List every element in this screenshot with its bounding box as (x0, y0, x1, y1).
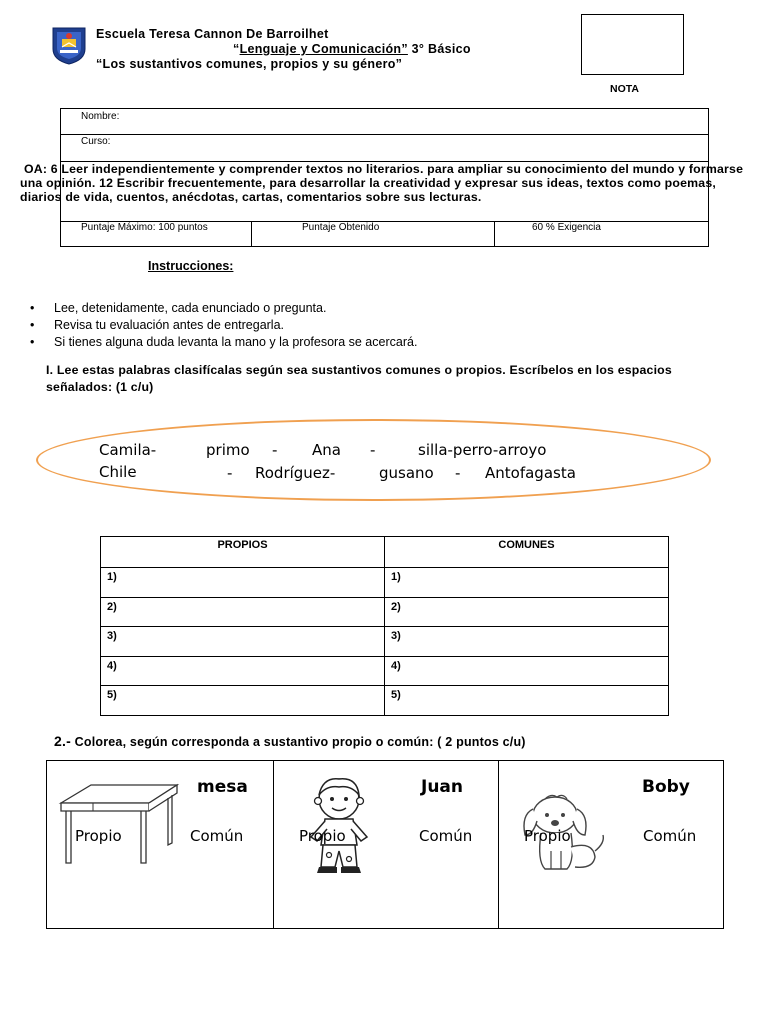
option-propio[interactable]: Propio (75, 827, 122, 845)
obtained-score-label: Puntaje Obtenido (302, 222, 380, 233)
score-row (61, 222, 708, 247)
subject-prefix: “ (233, 42, 240, 56)
course-row[interactable] (61, 135, 708, 162)
objective-code: OA: 6 (24, 162, 58, 176)
word-boby: Boby (642, 777, 690, 797)
option-comun[interactable]: Común (643, 827, 697, 845)
name-label: Nombre: (81, 111, 120, 122)
instruction-item: • Lee, detenidamente, cada enunciado o pregunta. (30, 300, 417, 317)
school-name: Escuela Teresa Cannon De Barroilhet (96, 27, 329, 41)
word-antofagasta: Antofagasta (485, 464, 576, 482)
question-2-number: 2.- (54, 733, 71, 749)
score-divider-1 (251, 222, 252, 247)
option-comun[interactable]: Común (190, 827, 244, 845)
coloring-boxes (46, 760, 724, 929)
name-row[interactable] (61, 109, 708, 135)
grade-box (581, 14, 684, 75)
subject-line (233, 42, 471, 56)
comunes-cell[interactable]: 2) (385, 597, 669, 627)
word-separator: - (227, 464, 233, 482)
instruction-item: • Revisa tu evaluación antes de entregarla. (30, 317, 417, 334)
box-divider-1 (273, 761, 274, 928)
word-separator: - (272, 441, 278, 459)
grade-label: NOTA (610, 83, 639, 95)
word-camila: Camila- (99, 441, 157, 459)
learning-objective (20, 162, 748, 204)
instruction-item: • Si tienes alguna duda levanta la mano y la profesora se acercará. (30, 334, 417, 351)
objective-text: Leer independientemente y comprender textos no literarios. para ampliar su conocimiento del mundo y formarse una opinión. 12 Escribir frecuentemente, para desarrollar la creatividad y expresar sus ideas, textos como poemas, diarios de vida, cuentos, anécdotas, cartas, comentarios sobre sus lecturas. (20, 162, 744, 204)
question-2-text: Colorea, según corresponda a sustantivo propio o común: ( 2 puntos c/u) (70, 735, 526, 749)
comunes-cell[interactable]: 5) (385, 686, 669, 716)
option-comun[interactable]: Común (419, 827, 473, 845)
comunes-cell[interactable]: 4) (385, 656, 669, 686)
word-silla-perro-arroyo: silla-perro-arroyo (418, 441, 547, 459)
question-1: I. Lee estas palabras clasifícalas según sea sustantivos comunes o propios. Escríbelos en los espacios señalados: (1 c/u) (46, 363, 672, 394)
course-label: Curso: (81, 136, 111, 147)
school-logo (50, 25, 88, 65)
classification-table (100, 536, 669, 716)
subject-grade: 3° Básico (407, 42, 471, 56)
propios-cell[interactable]: 4) (101, 656, 385, 686)
comunes-header: COMUNES (385, 537, 669, 568)
propios-cell[interactable]: 5) (101, 686, 385, 716)
instructions-list (30, 300, 417, 351)
word-gusano: gusano (379, 464, 434, 482)
instructions-title: Instrucciones: (148, 259, 234, 273)
unit-title: “Los sustantivos comunes, propios y su género” (96, 57, 403, 71)
word-separator: - (455, 464, 461, 482)
requirement-label: 60 % Exigencia (532, 222, 601, 233)
word-bank-oval (36, 419, 711, 501)
option-propio[interactable]: Propio (299, 827, 346, 845)
question-2 (54, 733, 526, 749)
word-ana: Ana (312, 441, 341, 459)
word-juan: Juan (421, 777, 464, 797)
word-separator: - (370, 441, 376, 459)
option-propio[interactable]: Propio (524, 827, 571, 845)
propios-header: PROPIOS (101, 537, 385, 568)
subject-name: Lenguaje y Comunicación” (239, 42, 408, 56)
word-primo: primo (206, 441, 250, 459)
comunes-cell[interactable]: 1) (385, 568, 669, 598)
word-rodriguez: Rodríguez- (255, 464, 336, 482)
word-mesa: mesa (197, 777, 248, 797)
score-divider-2 (494, 222, 495, 247)
propios-cell[interactable]: 2) (101, 597, 385, 627)
table-picture (55, 781, 180, 871)
max-score-label: Puntaje Máximo: 100 puntos (81, 222, 208, 233)
propios-cell[interactable]: 1) (101, 568, 385, 598)
word-chile: Chile (99, 463, 137, 481)
propios-cell[interactable]: 3) (101, 627, 385, 657)
box-divider-2 (498, 761, 499, 928)
comunes-cell[interactable]: 3) (385, 627, 669, 657)
